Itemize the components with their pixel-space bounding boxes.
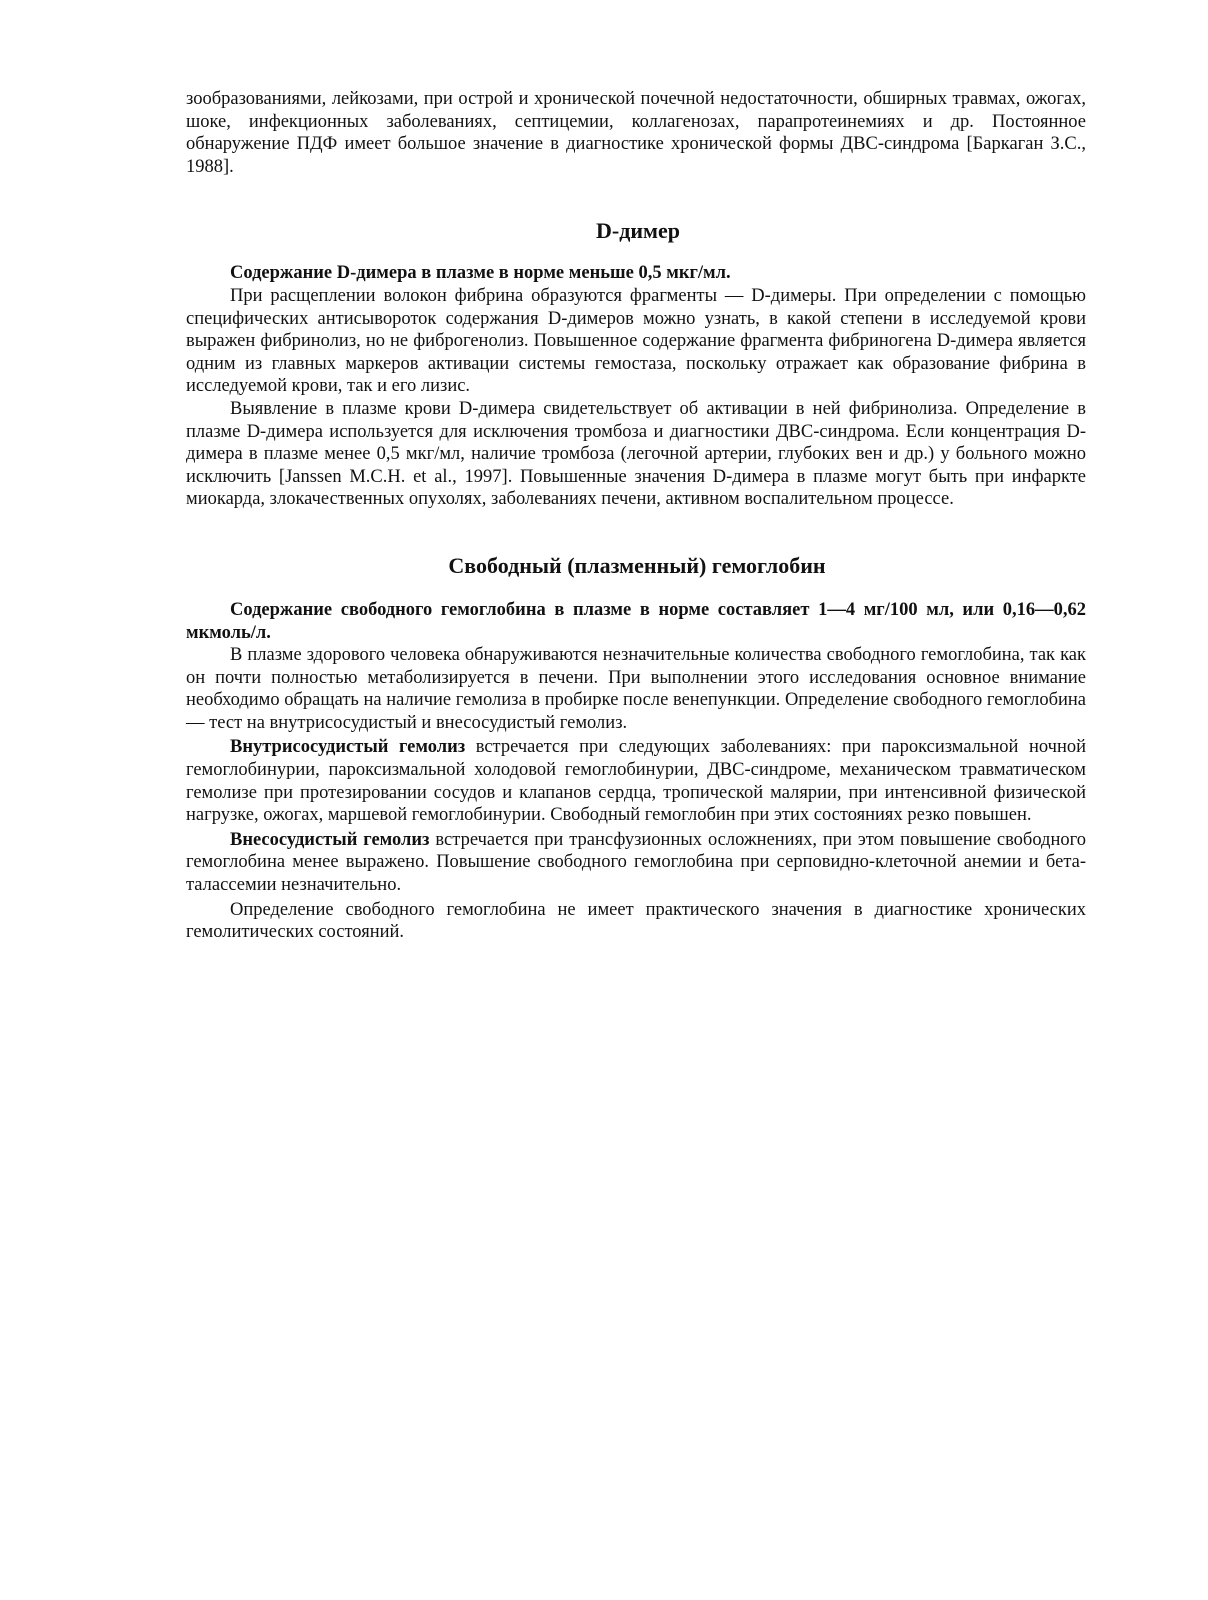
hemoglobin-paragraph-4: Определение свободного гемоглобина не имеет практического значения в диагностике хронических гемолитических состояний.	[186, 899, 1086, 943]
intro-paragraph: зообразованиями, лейкозами, при острой и хронической почечной недостаточности, обширных травмах, ожогах, шоке, инфекционных заболеваниях, септицемии, коллагенозах, парапротеинемиях и др. Постоянное обнаружение ПДФ имеет большое значение в диагностике хронической формы ДВС-синдрома [Баркаган З.С., 1988].	[186, 89, 1086, 177]
term-extravascular-hemolysis: Внесосудистый гемолиз	[230, 829, 430, 850]
hemoglobin-norm: Содержание свободного гемоглобина в плазме в норме составляет 1—4 мг/100 мл, или 0,16—0,62 мкмоль/л.	[186, 599, 1086, 643]
hemoglobin-paragraph-1: В плазме здорового человека обнаруживаются незначительные количества свободного гемоглобина, так как он почти полностью метаболизируется в печени. При выполнении этого исследования основное внимание необходимо обращать на наличие гемолиза в пробирке после венепункции. Определение свободного гемоглобина — тест на внутрисосудистый и внесосудистый гемолиз.	[186, 645, 1086, 733]
hemoglobin-paragraph-2	[186, 736, 1086, 826]
term-intravascular-hemolysis: Внутрисосудистый гемолиз	[230, 737, 466, 758]
section-title-d-dimer: D-димер	[595, 218, 680, 244]
hemoglobin-paragraph-3-text: встречается при трансфузионных осложнениях, при этом повышение свободного гемоглобина менее выражено. Повышение свободного гемоглобина при серповидно-клеточной анемии и бета-талассемии незначительно.	[186, 829, 1086, 896]
d-dimer-paragraph-2: Выявление в плазме крови D-димера свидетельствует об активации в ней фибринолиза. Определение в плазме D-димера используется для исключения тромбоза и диагностики ДВС-синдрома. Если концентрация D-димера в плазме менее 0,5 мкг/мл, наличие тромбоза (легочной артерии, глубоких вен и др.) у больного можно исключить [Janssen M.C.H. et al., 1997]. Повышенные значения D-димера в плазме могут быть при инфаркте миокарда, злокачественных опухолях, заболеваниях печени, активном воспалительном процессе.	[186, 398, 1086, 510]
hemoglobin-paragraph-3	[186, 829, 1086, 897]
document-page	[186, 88, 1086, 944]
d-dimer-paragraph-1: При расщеплении волокон фибрина образуются фрагменты — D-димеры. При определении с помощью специфических антисывороток содержания D-димеров можно узнать, в какой степени в исследуемой крови выражен фибринолиз, но не фиброгенолиз. Повышенное содержание фрагмента фибриногена D-димера является одним из главных маркеров активации системы гемостаза, поскольку отражает как образование фибрина в исследуемой крови, так и его лизис.	[186, 285, 1086, 397]
hemoglobin-paragraph-2-text: встречается при следующих заболеваниях: при пароксизмальной ночной гемоглобинурии, пароксизмальной холодовой гемоглобинурии, ДВС-синдроме, механическом травматическом гемолизе при протезировании сосудов и клапанов сердца, тропической малярии, при интенсивной физической нагрузке, ожогах, маршевой гемоглобинурии. Свободный гемоглобин при этих состояниях резко повышен.	[186, 737, 1086, 826]
section-title-free-hemoglobin: Свободный (плазменный) гемоглобин	[448, 552, 826, 578]
d-dimer-norm: Содержание D-димера в плазме в норме меньше 0,5 мкг/мл.	[230, 263, 731, 284]
